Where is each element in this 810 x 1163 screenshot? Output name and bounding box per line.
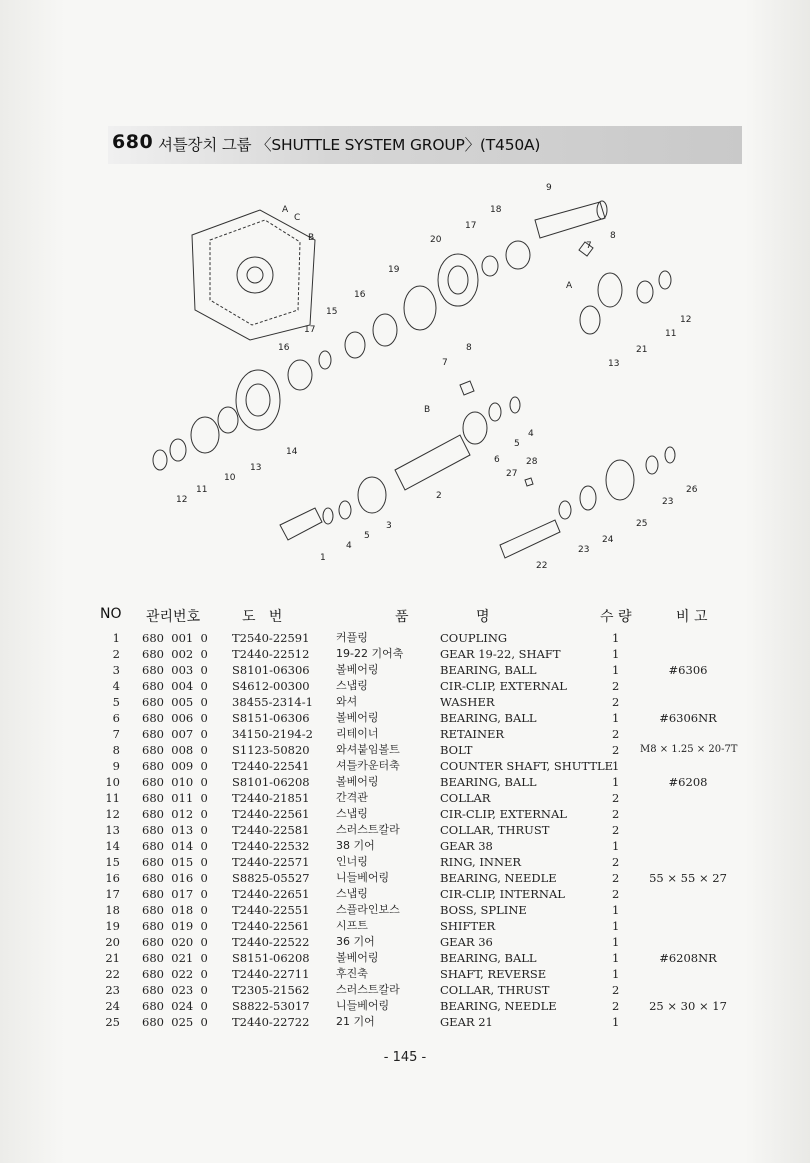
- row-name-kr: 셔틀카운터축: [336, 759, 400, 772]
- ball-bearing-10: [191, 417, 219, 453]
- row-mgmt: 680 017 0: [142, 887, 208, 901]
- row-name-en: GEAR 36: [440, 935, 493, 949]
- row-qty: 1: [612, 919, 620, 933]
- callout-8a: 8: [610, 231, 616, 241]
- row-remark: M8 × 1.25 × 20-7T: [640, 744, 738, 755]
- row-remark: #6306NR: [659, 711, 717, 725]
- callout-1: 1: [320, 553, 326, 563]
- row-name-en: BEARING, NEEDLE: [440, 999, 557, 1013]
- row-mgmt: 680 021 0: [142, 951, 208, 965]
- table-row: [0, 854, 810, 870]
- table-row: [0, 710, 810, 726]
- callout-5a: 5: [514, 439, 520, 449]
- table-row: [0, 742, 810, 758]
- table-row: [0, 822, 810, 838]
- row-mgmt: 680 010 0: [142, 775, 208, 789]
- row-no: 18: [105, 903, 120, 917]
- row-name-en: BEARING, BALL: [440, 775, 537, 789]
- row-drawing: S8101-06208: [232, 775, 310, 789]
- row-mgmt: 680 024 0: [142, 999, 208, 1013]
- callout-12b: 12: [680, 315, 692, 325]
- row-no: 11: [105, 791, 120, 805]
- row-no: 24: [105, 999, 120, 1013]
- row-qty: 1: [612, 663, 620, 677]
- row-qty: 1: [612, 951, 620, 965]
- row-name-en: COLLAR: [440, 791, 491, 805]
- row-drawing: T2440-22551: [232, 903, 310, 917]
- row-name-en: BOSS, SPLINE: [440, 903, 527, 917]
- gear-21: [606, 460, 634, 500]
- callout-23a: 23: [662, 497, 674, 507]
- row-qty: 2: [612, 807, 620, 821]
- callout-14: 14: [286, 447, 298, 457]
- row-name-en: GEAR 19-22, SHAFT: [440, 647, 561, 661]
- row-mgmt: 680 025 0: [142, 1015, 208, 1029]
- callout-13b: 13: [608, 359, 620, 369]
- column-mgmt-no: 관리번호: [146, 609, 201, 625]
- row-name-en: COUPLING: [440, 631, 508, 645]
- row-no: 15: [105, 855, 120, 869]
- row-no: 8: [112, 743, 120, 757]
- row-no: 16: [105, 871, 120, 885]
- row-no: 4: [112, 679, 120, 693]
- row-qty: 1: [612, 903, 620, 917]
- row-name-kr: 스러스트칼라: [336, 823, 400, 836]
- row-qty: 1: [612, 935, 620, 949]
- row-mgmt: 680 012 0: [142, 807, 208, 821]
- row-drawing: T2440-22512: [232, 647, 310, 661]
- row-name-en: CIR-CLIP, INTERNAL: [440, 887, 565, 901]
- table-row: [0, 790, 810, 806]
- row-no: 13: [105, 823, 120, 837]
- row-drawing: T2540-22591: [232, 631, 310, 645]
- row-drawing: S4612-00300: [232, 679, 310, 693]
- row-drawing: T2440-22541: [232, 759, 310, 773]
- row-qty: 2: [612, 679, 620, 693]
- row-name-en: GEAR 21: [440, 1015, 493, 1029]
- table-row: [0, 838, 810, 854]
- row-drawing: T2440-22581: [232, 823, 310, 837]
- row-mgmt: 680 013 0: [142, 823, 208, 837]
- row-no: 21: [105, 951, 120, 965]
- row-mgmt: 680 018 0: [142, 903, 208, 917]
- row-name-kr: 와셔: [336, 695, 358, 708]
- callout-17a: 17: [465, 221, 477, 231]
- callout-20: 20: [430, 235, 442, 245]
- column-qty: 수 량: [600, 609, 632, 625]
- callout-a-upper: A: [282, 205, 289, 215]
- row-name-en: COUNTER SHAFT, SHUTTLE: [440, 759, 614, 773]
- row-name-kr: 19-22 기어축: [336, 647, 404, 660]
- callout-7b: 7: [442, 358, 448, 368]
- row-drawing: T2440-22561: [232, 919, 310, 933]
- row-name-kr: 스냅링: [336, 807, 368, 820]
- row-name-kr: 볼베어링: [336, 951, 379, 964]
- row-name-en: BEARING, NEEDLE: [440, 871, 557, 885]
- row-mgmt: 680 011 0: [142, 791, 208, 805]
- row-no: 3: [112, 663, 120, 677]
- row-name-en: RING, INNER: [440, 855, 522, 869]
- row-qty: 2: [612, 983, 620, 997]
- row-drawing: 38455-2314-1: [232, 695, 313, 709]
- row-name-kr: 와셔붙임볼트: [336, 743, 400, 756]
- gear-38: [236, 370, 280, 430]
- row-name-kr: 커플링: [336, 631, 368, 644]
- gear-36: [438, 254, 478, 306]
- row-name-kr: 리테이너: [336, 727, 379, 740]
- table-row: [0, 806, 810, 822]
- row-mgmt: 680 009 0: [142, 759, 208, 773]
- row-qty: 1: [612, 631, 620, 645]
- column-name-kr: 품: [395, 609, 409, 625]
- callout-23b: 23: [578, 545, 590, 555]
- row-drawing: T2440-22722: [232, 1015, 310, 1029]
- row-qty: 2: [612, 887, 620, 901]
- column-no: NO: [100, 606, 122, 622]
- row-mgmt: 680 014 0: [142, 839, 208, 853]
- row-qty: 2: [612, 855, 620, 869]
- coupling: [280, 508, 322, 540]
- row-name-en: CIR-CLIP, EXTERNAL: [440, 807, 567, 821]
- callout-15: 15: [326, 307, 338, 317]
- table-row: [0, 694, 810, 710]
- column-name-en: 명: [476, 609, 490, 625]
- row-no: 23: [105, 983, 120, 997]
- row-mgmt: 680 008 0: [142, 743, 208, 757]
- callout-22: 22: [536, 561, 548, 571]
- row-name-en: BEARING, BALL: [440, 663, 537, 677]
- row-mgmt: 680 003 0: [142, 663, 208, 677]
- row-name-kr: 볼베어링: [336, 711, 379, 724]
- row-qty: 2: [612, 791, 620, 805]
- callout-18a: 18: [490, 205, 502, 215]
- column-remark: 비 고: [676, 609, 708, 625]
- row-no: 25: [105, 1015, 120, 1029]
- row-drawing: S1123-50820: [232, 743, 310, 757]
- callout-24: 24: [602, 535, 614, 545]
- callout-11b: 11: [665, 329, 677, 339]
- callout-26: 26: [686, 485, 698, 495]
- callout-4b: 4: [346, 541, 352, 551]
- row-name-en: SHAFT, REVERSE: [440, 967, 547, 981]
- row-no: 19: [105, 919, 120, 933]
- row-drawing: S8151-06208: [232, 951, 310, 965]
- callout-8b: 8: [466, 343, 472, 353]
- row-no: 10: [105, 775, 120, 789]
- row-remark: #6208NR: [659, 951, 717, 965]
- callout-6: 6: [494, 455, 500, 465]
- table-row: [0, 646, 810, 662]
- row-remark: #6208: [668, 775, 708, 789]
- row-name-kr: 니들베어링: [336, 871, 390, 884]
- row-mgmt: 680 005 0: [142, 695, 208, 709]
- row-qty: 1: [612, 647, 620, 661]
- column-drawing-no: 도 번: [242, 609, 283, 625]
- row-name-kr: 볼베어링: [336, 663, 379, 676]
- ball-bearing-21: [598, 273, 622, 307]
- row-name-en: SHIFTER: [440, 919, 496, 933]
- counter-shaft: [535, 202, 605, 238]
- callout-25: 25: [636, 519, 648, 529]
- row-name-kr: 스러스트칼라: [336, 983, 400, 996]
- callout-16a: 16: [354, 290, 366, 300]
- row-no: 9: [112, 759, 120, 773]
- row-no: 17: [105, 887, 120, 901]
- table-row: [0, 758, 810, 774]
- row-name-en: RETAINER: [440, 727, 505, 741]
- row-no: 7: [112, 727, 120, 741]
- table-row: [0, 934, 810, 950]
- row-remark: #6306: [668, 663, 708, 677]
- row-remark: 25 × 30 × 17: [649, 999, 727, 1013]
- gear-shaft: [395, 435, 470, 490]
- row-qty: 1: [612, 711, 620, 725]
- row-drawing: T2440-22522: [232, 935, 310, 949]
- callout-4a: 4: [528, 429, 534, 439]
- row-name-kr: 시프트: [336, 919, 368, 932]
- row-name-kr: 36 기어: [336, 935, 375, 948]
- row-drawing: T2440-22651: [232, 887, 310, 901]
- row-name-en: BOLT: [440, 743, 473, 757]
- group-title: 셔틀장치 그룹 〈SHUTTLE SYSTEM GROUP〉(T450A): [158, 136, 541, 154]
- row-name-kr: 스냅링: [336, 679, 368, 692]
- row-qty: 2: [612, 823, 620, 837]
- row-qty: 2: [612, 743, 620, 757]
- row-drawing: S8151-06306: [232, 711, 310, 725]
- row-no: 14: [105, 839, 120, 853]
- callout-3: 3: [386, 521, 392, 531]
- row-mgmt: 680 002 0: [142, 647, 208, 661]
- callout-13a: 13: [250, 463, 262, 473]
- table-row: [0, 774, 810, 790]
- ball-bearing-3: [358, 477, 386, 513]
- row-name-kr: 38 기어: [336, 839, 375, 852]
- row-no: 22: [105, 967, 120, 981]
- table-row: [0, 726, 810, 742]
- row-no: 1: [112, 631, 120, 645]
- row-qty: 2: [612, 999, 620, 1013]
- exploded-parts-diagram: [140, 180, 700, 580]
- table-row: [0, 678, 810, 694]
- row-qty: 2: [612, 695, 620, 709]
- row-drawing: S8822-53017: [232, 999, 310, 1013]
- row-mgmt: 680 006 0: [142, 711, 208, 725]
- row-name-kr: 후진축: [336, 967, 368, 980]
- row-no: 20: [105, 935, 120, 949]
- row-qty: 1: [612, 839, 620, 853]
- row-name-en: GEAR 38: [440, 839, 493, 853]
- table-row: [0, 1014, 810, 1030]
- callout-b-upper: B: [308, 233, 315, 243]
- row-name-kr: 21 기어: [336, 1015, 375, 1028]
- callout-19: 19: [388, 265, 400, 275]
- row-drawing: S8101-06306: [232, 663, 310, 677]
- row-qty: 2: [612, 871, 620, 885]
- row-remark: 55 × 55 × 27: [649, 871, 727, 885]
- row-mgmt: 680 019 0: [142, 919, 208, 933]
- row-mgmt: 680 020 0: [142, 935, 208, 949]
- callout-28: 28: [526, 457, 538, 467]
- row-name-kr: 니들베어링: [336, 999, 390, 1012]
- callout-21: 21: [636, 345, 648, 355]
- row-no: 12: [105, 807, 120, 821]
- reverse-shaft: [500, 520, 560, 558]
- row-mgmt: 680 004 0: [142, 679, 208, 693]
- callout-27: 27: [506, 469, 518, 479]
- row-qty: 1: [612, 759, 620, 773]
- row-name-en: WASHER: [440, 695, 495, 709]
- table-row: [0, 630, 810, 646]
- row-no: 2: [112, 647, 120, 661]
- row-mgmt: 680 016 0: [142, 871, 208, 885]
- collar-18-upper: [506, 241, 530, 269]
- spline-boss: [373, 314, 397, 346]
- row-mgmt: 680 007 0: [142, 727, 208, 741]
- table-row: [0, 662, 810, 678]
- callout-c: C: [294, 213, 301, 223]
- callout-11a: 11: [196, 485, 208, 495]
- row-drawing: T2305-21562: [232, 983, 310, 997]
- row-name-kr: 스플라인보스: [336, 903, 400, 916]
- row-name-kr: 간격관: [336, 791, 368, 804]
- row-qty: 1: [612, 967, 620, 981]
- row-qty: 2: [612, 727, 620, 741]
- row-drawing: S8825-05527: [232, 871, 310, 885]
- callout-12a: 12: [176, 495, 188, 505]
- row-drawing: T2440-22571: [232, 855, 310, 869]
- row-no: 5: [112, 695, 120, 709]
- callout-a-right: A: [566, 281, 573, 291]
- row-mgmt: 680 022 0: [142, 967, 208, 981]
- row-name-en: COLLAR, THRUST: [440, 983, 550, 997]
- group-number: 680: [112, 131, 154, 153]
- callout-9: 9: [546, 183, 552, 193]
- table-row: [0, 918, 810, 934]
- row-name-kr: 볼베어링: [336, 775, 379, 788]
- callout-10: 10: [224, 473, 236, 483]
- row-drawing: 34150-2194-2: [232, 727, 313, 741]
- shifter: [404, 286, 436, 330]
- page-number: - 145 -: [383, 1050, 427, 1065]
- row-name-en: BEARING, BALL: [440, 711, 537, 725]
- row-qty: 1: [612, 1015, 620, 1029]
- row-name-en: COLLAR, THRUST: [440, 823, 550, 837]
- table-row: [0, 982, 810, 998]
- row-drawing: T2440-22711: [232, 967, 310, 981]
- callout-5b: 5: [364, 531, 370, 541]
- row-mgmt: 680 023 0: [142, 983, 208, 997]
- callout-7a: 7: [586, 241, 592, 251]
- row-name-en: CIR-CLIP, EXTERNAL: [440, 679, 567, 693]
- table-row: [0, 870, 810, 886]
- row-drawing: T2440-22532: [232, 839, 310, 853]
- table-row: [0, 966, 810, 982]
- row-drawing: T2440-21851: [232, 791, 310, 805]
- callout-2: 2: [436, 491, 442, 501]
- row-mgmt: 680 001 0: [142, 631, 208, 645]
- table-row: [0, 998, 810, 1014]
- table-row: [0, 902, 810, 918]
- callout-16b: 16: [278, 343, 290, 353]
- row-mgmt: 680 015 0: [142, 855, 208, 869]
- diagram-svg: [140, 180, 700, 580]
- row-name-en: BEARING, BALL: [440, 951, 537, 965]
- row-drawing: T2440-22561: [232, 807, 310, 821]
- row-name-kr: 인너링: [336, 855, 368, 868]
- callout-17b: 17: [304, 325, 316, 335]
- table-row: [0, 950, 810, 966]
- row-no: 6: [112, 711, 120, 725]
- table-row: [0, 886, 810, 902]
- callout-b-lower: B: [424, 405, 431, 415]
- row-name-kr: 스냅링: [336, 887, 368, 900]
- row-qty: 1: [612, 775, 620, 789]
